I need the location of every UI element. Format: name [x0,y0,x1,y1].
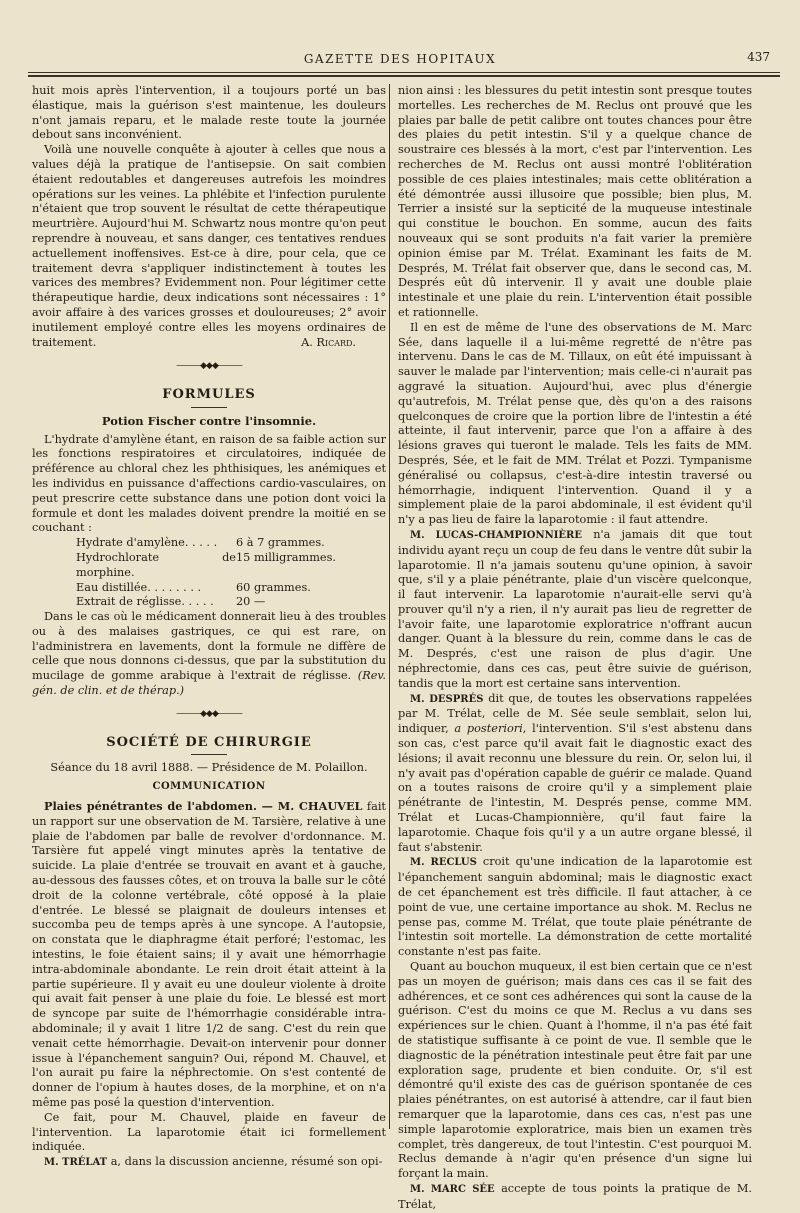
paragraph: M. RECLUS croit qu'une indication de la laparotomie est l'épanchement sanguin abdominal; mais le diagnostic exact de cet épanchement est très difficile. Il faut attacher, à ce point de vue, une certaine importance au shok. M. Reclus ne pense pas, comme M. Trélat, que toute plaie pénétrante de l'intestin soit mortelle. La démonstration de cette mortalité constante n'est pas faite. [398,855,752,959]
short-rule [191,754,227,755]
speaker-name: M. RECLUS [410,857,477,869]
speaker-name: M. LUCAS-CHAMPIONNIÈRE [410,529,582,541]
paragraph: Plaies pénétrantes de l'abdomen. — M. CHAUVEL fait un rapport sur une observation de M. Tarsière, relative à une plaie de l'abdomen par balle de revolver d'ordonnance. M. Tarsière fut appelé vingt minutes après la tentative de suicide. La plaie d'entrée se trouvait en avant et à gauche, au-dessous des fausses côtes, et on trouva la balle sur le côté droit de la colonne vertébrale, côté opposé à la plaie d'entrée. Le blessé se plaignait de douleurs intenses et succomba peu de temps après à une syncope. A l'autopsie, on constata que le diaphragme était perforé; l'estomac, les intestins, le foie étaient sains; il y avait une hémorrhagie intra-abdominale abondante. Le rein droit était atteint à la partie supérieure. Il y avait eu une douleur violente à droite qui avait fait penser à une plaie du foie. Le blessé est mort de syncope par suite de l'hémorrhagie considérable intra-abdominale; il y avait 1 litre 1/2 de sang. C'est du rein que venait cette hémorrhagie. Devait-on intervenir pour donner issue à l'épanchement sanguin? Oui, répond M. Chauvel, et l'on aurait pu faire la néphrectomie. On s'est contenté de donner de l'opium à hautes doses, de la morphine, et on n'a même pas posé la question d'intervention. [32,799,386,1109]
formula-row: Eau distillée. . . . . . . . 60 grammes. [76,580,311,594]
section-title-formules: FORMULES [162,386,256,402]
column-divider [389,84,390,1129]
page-header [20,52,780,72]
paragraph: Il en est de même de l'une des observations de M. Marc Sée, dans laquelle il a lui-même regretté de n'être pas intervenu. Dans le cas de M. Tillaux, on eût été impuissant à sauver le malade par l'intervention; mais celle-ci n'aurait pas aggravé la situation. Aujourd'hui, avec plus d'énergie qu'autrefois, M. Trélat pense que, dès qu'on a des raisons quelconques de croire que la portion libre de l'intestin a été atteinte, il faut intervenir, parce que l'on a affaire à des lésions graves qui tueront le malade. Tels les faits de MM. Després, Sée, et le fait de MM. Trélat et Pozzi. Tympanisme généralisé ou collapsus, c'est-à-dire intestin traversé ou hémorrhagie, indiquent l'intervention. Quand il y a simplement plaie de la paroi abdominale, il est évident qu'il n'y a pas lieu de faire la laparotomie : il faut attendre. [398,320,752,527]
paragraph: nion ainsi : les blessures du petit intestin sont presque toutes mortelles. Les recherches de M. Reclus ont prouvé que les plaies par balle de petit calibre ont toutes chances pour être des plaies du petit intestin. S'il y a quelque chance de soustraire ces blessés à la mort, c'est par l'intervention. Les recherches de M. Reclus ont aussi montré l'oblitération possible de ces plaies intestinales; mais cette oblitération a été démontrée aussi illusoire que possible; bien plus, M. Terrier a insisté sur la septicité de la muqueuse intestinale qui constitue le bouchon. En somme, aucun des faits nouveaux qui se sont produits n'a fait varier la première opinion émise par M. Trélat. Examinant les faits de M. Després, M. Trélat fait observer que, dans le second cas, M. Després eût dû intervenir. Il y avait une double plaie intestinale et une plaie du rein. L'intervention était possible et rationnelle. [398,84,752,319]
communication-heading: COMMUNICATION [152,781,266,793]
paragraph: huit mois après l'intervention, il a toujours porté un bas élastique, mais la guérison s'est maintenue, les douleurs n'ont jamais reparu, et le malade reste toute la journée debout sans inconvénient. [32,84,386,142]
short-rule [191,407,227,408]
paragraph: M. LUCAS-CHAMPIONNIÈRE n'a jamais dit que tout individu ayant reçu un coup de feu dans le ventre dût subir la laparotomie. Il n'a jamais soutenu qu'une opinion, à savoir que, s'il y a plaie pénétrante, plaie d'un viscère quelconque, il faut intervenir. La laparotomie n'aurait-elle servi qu'à prouver qu'il n'y a rien, il n'y aurait pas lieu de regretter de l'avoir faite, une laparotomie exploratrice n'offrant aucun danger. Quant à la blessure du rein, comme dans le cas de M. Després, c'est une raison de plus d'agir. Une néphrectomie, dans ces cas, peut être suivie de guérison, tandis que la mort est certaine sans intervention. [398,527,753,690]
ornament-divider: ———◆◆◆——— [176,361,242,372]
ornament-divider: ———◆◆◆——— [176,708,242,719]
speaker-name: M. DESPRÉS [410,693,484,705]
header-rule-thick [28,75,780,77]
paragraph: Dans le cas où le médicament donnerait lieu à des troubles ou à des malaises gastriques, ce qui est rare, on l'administrera en lavements, dont la formule ne diffère de celle que nous donnons ci-dessus, que par la substitution du mucilage de gomme arabique à l'extrait de réglisse. (Rev. gén. de clin. et de thérap.) [32,610,387,698]
paragraph: M. DESPRÉS dit que, de toutes les observations rappelées par M. Trélat, celle de M. Sée seule semblait, selon lui, indiquer, a posteriori, l'intervention. S'il s'est abstenu dans son cas, c'est parce qu'il avait fait le diagnostic exact des lésions; il avait reconnu une blessure du rein. Or, selon lui, il n'y avait pas d'opération capable de guérir ce malade. Quand on a toutes raisons de croire qu'il y a simplement plaie pénétrante de l'intestin, M. Després pense, comme MM. Trélat et Lucas-Championnière, qu'il faut faire la laparotomie. Chaque fois qu'il y a un autre organe blessé, il faut s'abstenir. [398,691,752,854]
page-number: 437 [747,50,770,64]
formula-row: Extrait de réglisse. . . . . 20 — [76,595,266,609]
paragraph: Voilà une nouvelle conquête à ajouter à celles que nous a values déjà la pratique de l'antisepsie. On sait combien étaient redoutables et dangereuses autrefois les moindres opérations sur les veines. La phlébite et l'infection purulente n'étaient que trop souvent le résultat de cette thérapeutique meurtrière. Aujourd'hui M. Schwartz nous montre qu'on peut reprendre à nouveau, et sans danger, ces tentatives rendues actuellement inoffensives. Est-ce à dire, pour cela, que ce traitement devra s'appliquer indistinctement à toutes les varices des membres? Evidemment non. Pour légitimer cette thérapeutique hardie, deux indications sont nécessaires : 1° avoir affaire à des varices grosses et douloureuses; 2° avoir inutilement employé contre elles les moyens ordinaires de traitement. [32,143,386,349]
session-line: Séance du 18 avril 1888. — Présidence de M. Polaillon. [50,761,368,775]
paragraph: L'hydrate d'amylène étant, en raison de sa faible action sur les fonctions respiratoires et circulatoires, indiquée de préférence au chloral chez les phthisiques, les anémiques et les individus en puissance d'affections cardio-vasculaires, on peut prescrire cette substance dans une potion dont voici la formule et dont les malades doivent prendre la moitié en se couchant : [32,432,386,535]
paragraph: M. TRÉLAT a, dans la discussion ancienne, résumé son opi- [44,1155,383,1169]
lead-text: Plaies pénétrantes de l'abdomen. — M. CHAUVEL [44,799,363,814]
left-column [32,84,386,1171]
header-rule [28,72,780,73]
author-signature: A. Ricard. [301,336,356,350]
speaker-name: M. MARC SÉE [410,1183,495,1195]
formula-title: Potion Fischer contre l'insomnie. [101,413,317,428]
paragraph: Ce fait, pour M. Chauvel, plaide en faveur de l'intervention. La laparotomie était ici formellement indiquée. [32,1110,386,1154]
right-column [398,84,752,1213]
reference: (Rev. gén. de clin. et de thérap.) [32,669,387,698]
paragraph: Quant au bouchon muqueux, il est bien certain que ce n'est pas un moyen de guérison; mais dans ces cas il se fait des adhérences, et ce sont ces adhérences qui sont la cause de la guérison. C'est du moins ce que M. Reclus a vu dans ses expériences sur le chien. Quant à l'homme, il n'a pas été fait de statistique suffisante à ce point de vue. Il semble que le diagnostic de la pénétration intestinale peut être fait par une exploration sage, prudente et bien conduite. Or, s'il est démontré qu'il existe des cas de guérison spontanée de ces plaies pénétrantes, on est autorisé à attendre, car il faut bien remarquer que la laparotomie, dans ces cas, n'est pas une simple laparotomie exploratrice, mais bien un examen très complet, très dangereux, de tout l'intestin. C'est pourquoi M. Reclus demande à n'agir qu'en présence d'un signe lui forçant la main. [398,960,752,1181]
speaker-name: M. TRÉLAT [44,1157,108,1169]
formula-list [76,536,386,610]
section-title-societe: SOCIÉTÉ DE CHIRURGIE [106,734,312,750]
formula-row: Hydrate d'amylène. . . . . 6 à 7 grammes. [76,536,325,550]
journal-title: GAZETTE DES HOPITAUX [303,52,497,66]
formula-row: Hydrochlorate de morphine. 15 milligrammes. [76,550,336,579]
paragraph: M. MARC SÉE accepte de tous points la pratique de M. Trélat, [398,1181,753,1211]
